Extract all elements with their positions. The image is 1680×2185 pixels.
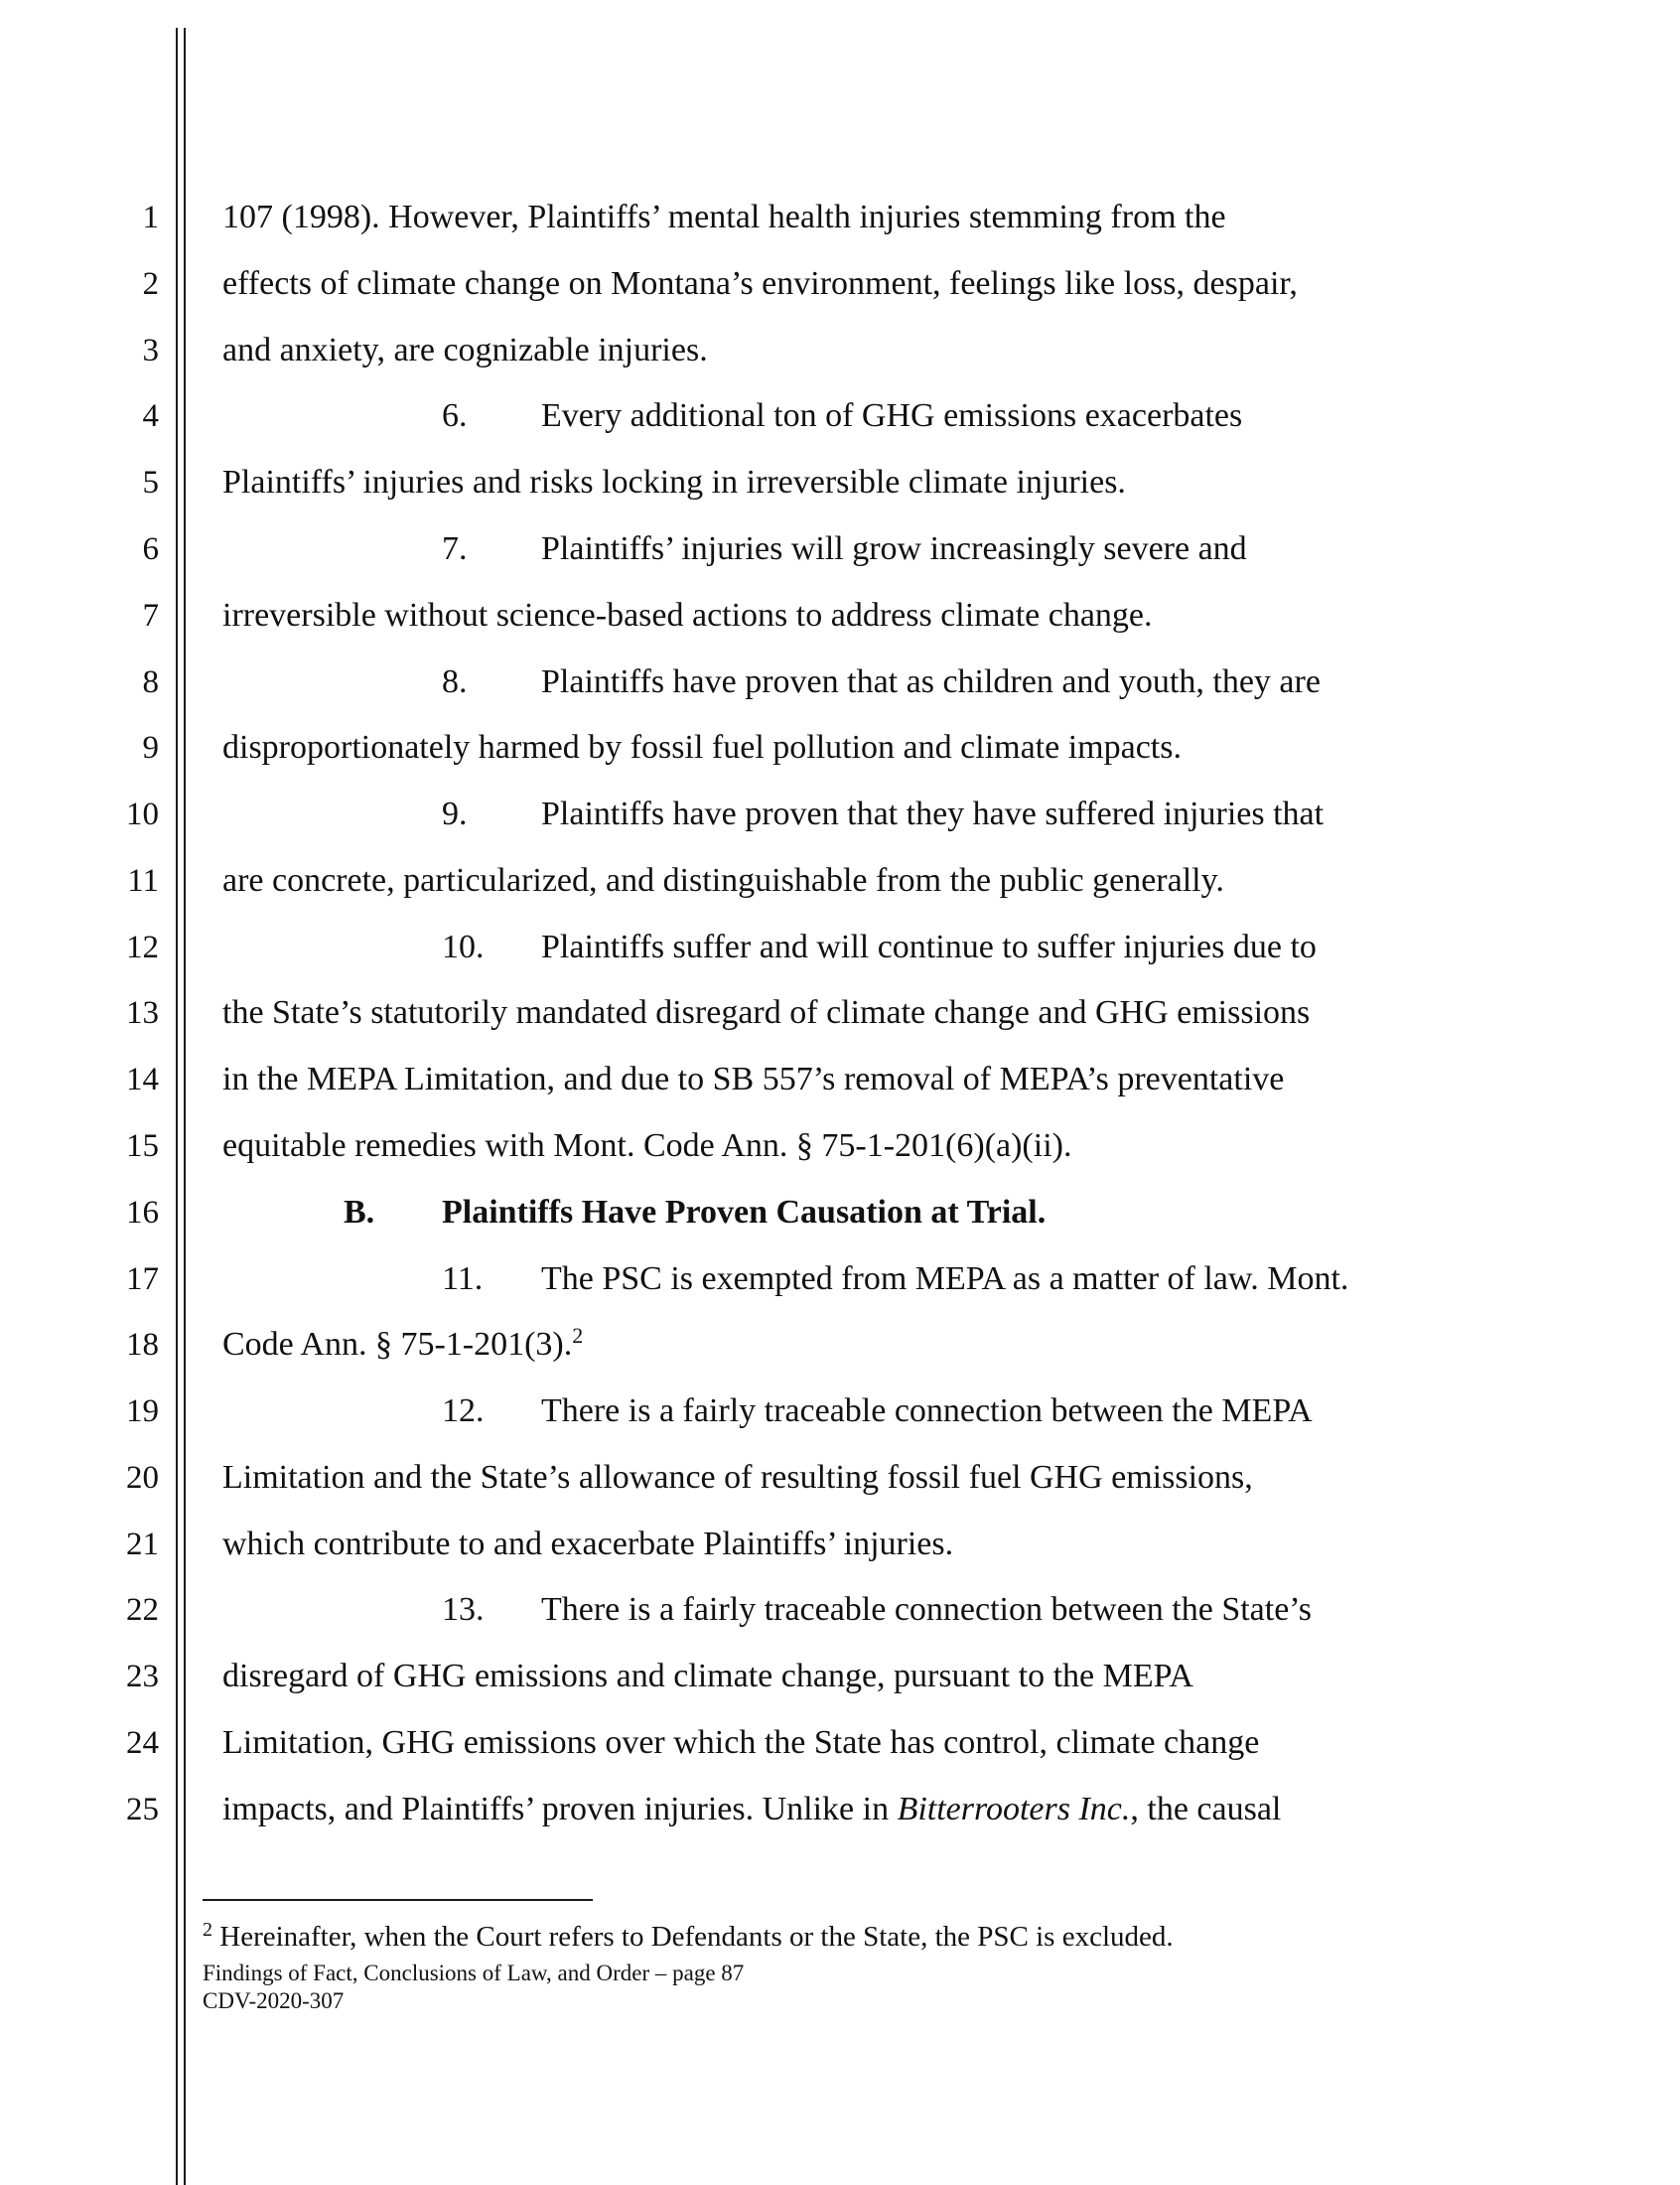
line-number: 14: [126, 1062, 159, 1097]
paragraph-number: 7.: [442, 530, 468, 567]
body-line: The PSC is exempted from MEPA as a matter of law. Mont.: [541, 1260, 1349, 1297]
body-line: and anxiety, are cognizable injuries.: [222, 332, 708, 368]
line-number: 4: [142, 398, 159, 434]
section-heading: Plaintiffs Have Proven Causation at Trial.: [442, 1194, 1047, 1231]
line-number: 12: [126, 930, 159, 965]
body-line: effects of climate change on Montana’s environment, feelings like loss, despair,: [222, 265, 1298, 302]
footnote-reference: 2: [572, 1323, 584, 1348]
line-number: 9: [142, 730, 159, 766]
body-line-text: , the causal: [1130, 1791, 1282, 1827]
line-number: 15: [126, 1128, 159, 1164]
line-number: 18: [126, 1327, 159, 1363]
body-line: which contribute to and exacerbate Plaintiffs’ injuries.: [222, 1526, 954, 1562]
body-line: [222, 1325, 583, 1365]
line-number: 6: [142, 531, 159, 567]
footnote-separator: [203, 1899, 593, 1901]
body-line: Every additional ton of GHG emissions exacerbates: [541, 397, 1243, 434]
line-number: 1: [142, 200, 159, 235]
line-number: 3: [142, 333, 159, 368]
body-line: Plaintiffs suffer and will continue to suffer injuries due to: [541, 929, 1317, 965]
line-number: 21: [126, 1527, 159, 1562]
line-number: 16: [126, 1195, 159, 1231]
footer-document-title: Findings of Fact, Conclusions of Law, and Order – page 87: [203, 1961, 745, 1985]
body-line: in the MEPA Limitation, and due to SB 557’s removal of MEPA’s preventative: [222, 1061, 1285, 1097]
line-number: 17: [126, 1261, 159, 1297]
line-number: 22: [126, 1592, 159, 1628]
paragraph-number: 10.: [442, 929, 485, 965]
paragraph-number: 13.: [442, 1591, 485, 1628]
body-line: 107 (1998). However, Plaintiffs’ mental health injuries stemming from the: [222, 199, 1226, 235]
case-name: Bitterrooters Inc.: [897, 1791, 1131, 1827]
line-number: 24: [126, 1725, 159, 1761]
line-number: 2: [142, 266, 159, 302]
body-line: are concrete, particularized, and distinguishable from the public generally.: [222, 862, 1224, 899]
line-number: 7: [142, 598, 159, 634]
paragraph-number: 11.: [442, 1260, 484, 1297]
body-line: Limitation and the State’s allowance of resulting fossil fuel GHG emissions,: [222, 1459, 1253, 1496]
footnote-text: Hereinafter, when the Court refers to Defendants or the State, the PSC is excluded.: [212, 1921, 1174, 1953]
line-number: 19: [126, 1393, 159, 1429]
line-number: 13: [126, 995, 159, 1031]
body-line: [222, 1790, 1281, 1829]
paragraph-number: 12.: [442, 1392, 485, 1429]
margin-rule-right: [184, 28, 186, 2185]
body-line: Limitation, GHG emissions over which the State has control, climate change: [222, 1724, 1260, 1761]
body-line: Plaintiffs have proven that they have suffered injuries that: [541, 796, 1325, 832]
body-line: Plaintiffs have proven that as children and youth, they are: [541, 663, 1321, 700]
line-number: 25: [126, 1792, 159, 1827]
paragraph-number: 6.: [442, 397, 468, 434]
footnote: [203, 1919, 1174, 1955]
body-line: disproportionately harmed by fossil fuel pollution and climate impacts.: [222, 729, 1182, 766]
body-line: irreversible without science-based actions to address climate change.: [222, 597, 1153, 634]
section-heading-letter: B.: [344, 1194, 375, 1231]
paragraph-number: 8.: [442, 663, 468, 700]
line-number: 10: [126, 797, 159, 832]
footer-case-number: CDV-2020-307: [203, 1988, 345, 2013]
line-number: 23: [126, 1659, 159, 1694]
line-number: 20: [126, 1460, 159, 1496]
body-line: the State’s statutorily mandated disregard of climate change and GHG emissions: [222, 994, 1311, 1031]
body-line-text: impacts, and Plaintiffs’ proven injuries. Unlike in: [222, 1791, 898, 1827]
footnote-marker: 2: [203, 1919, 212, 1941]
body-line: There is a fairly traceable connection between the MEPA: [541, 1392, 1313, 1429]
line-number: 8: [142, 664, 159, 700]
body-line: Plaintiffs’ injuries will grow increasingly severe and: [541, 530, 1247, 567]
body-line: disregard of GHG emissions and climate change, pursuant to the MEPA: [222, 1658, 1193, 1694]
body-line-text: Code Ann. § 75-1-201(3).: [222, 1326, 573, 1363]
paragraph-number: 9.: [442, 796, 468, 832]
line-number: 5: [142, 465, 159, 501]
margin-rule-left: [176, 28, 178, 2185]
body-line: There is a fairly traceable connection between the State’s: [541, 1591, 1312, 1628]
body-line: equitable remedies with Mont. Code Ann. § 75-1-201(6)(a)(ii).: [222, 1127, 1072, 1164]
line-number: 11: [127, 863, 159, 899]
body-line: Plaintiffs’ injuries and risks locking in irreversible climate injuries.: [222, 464, 1126, 501]
